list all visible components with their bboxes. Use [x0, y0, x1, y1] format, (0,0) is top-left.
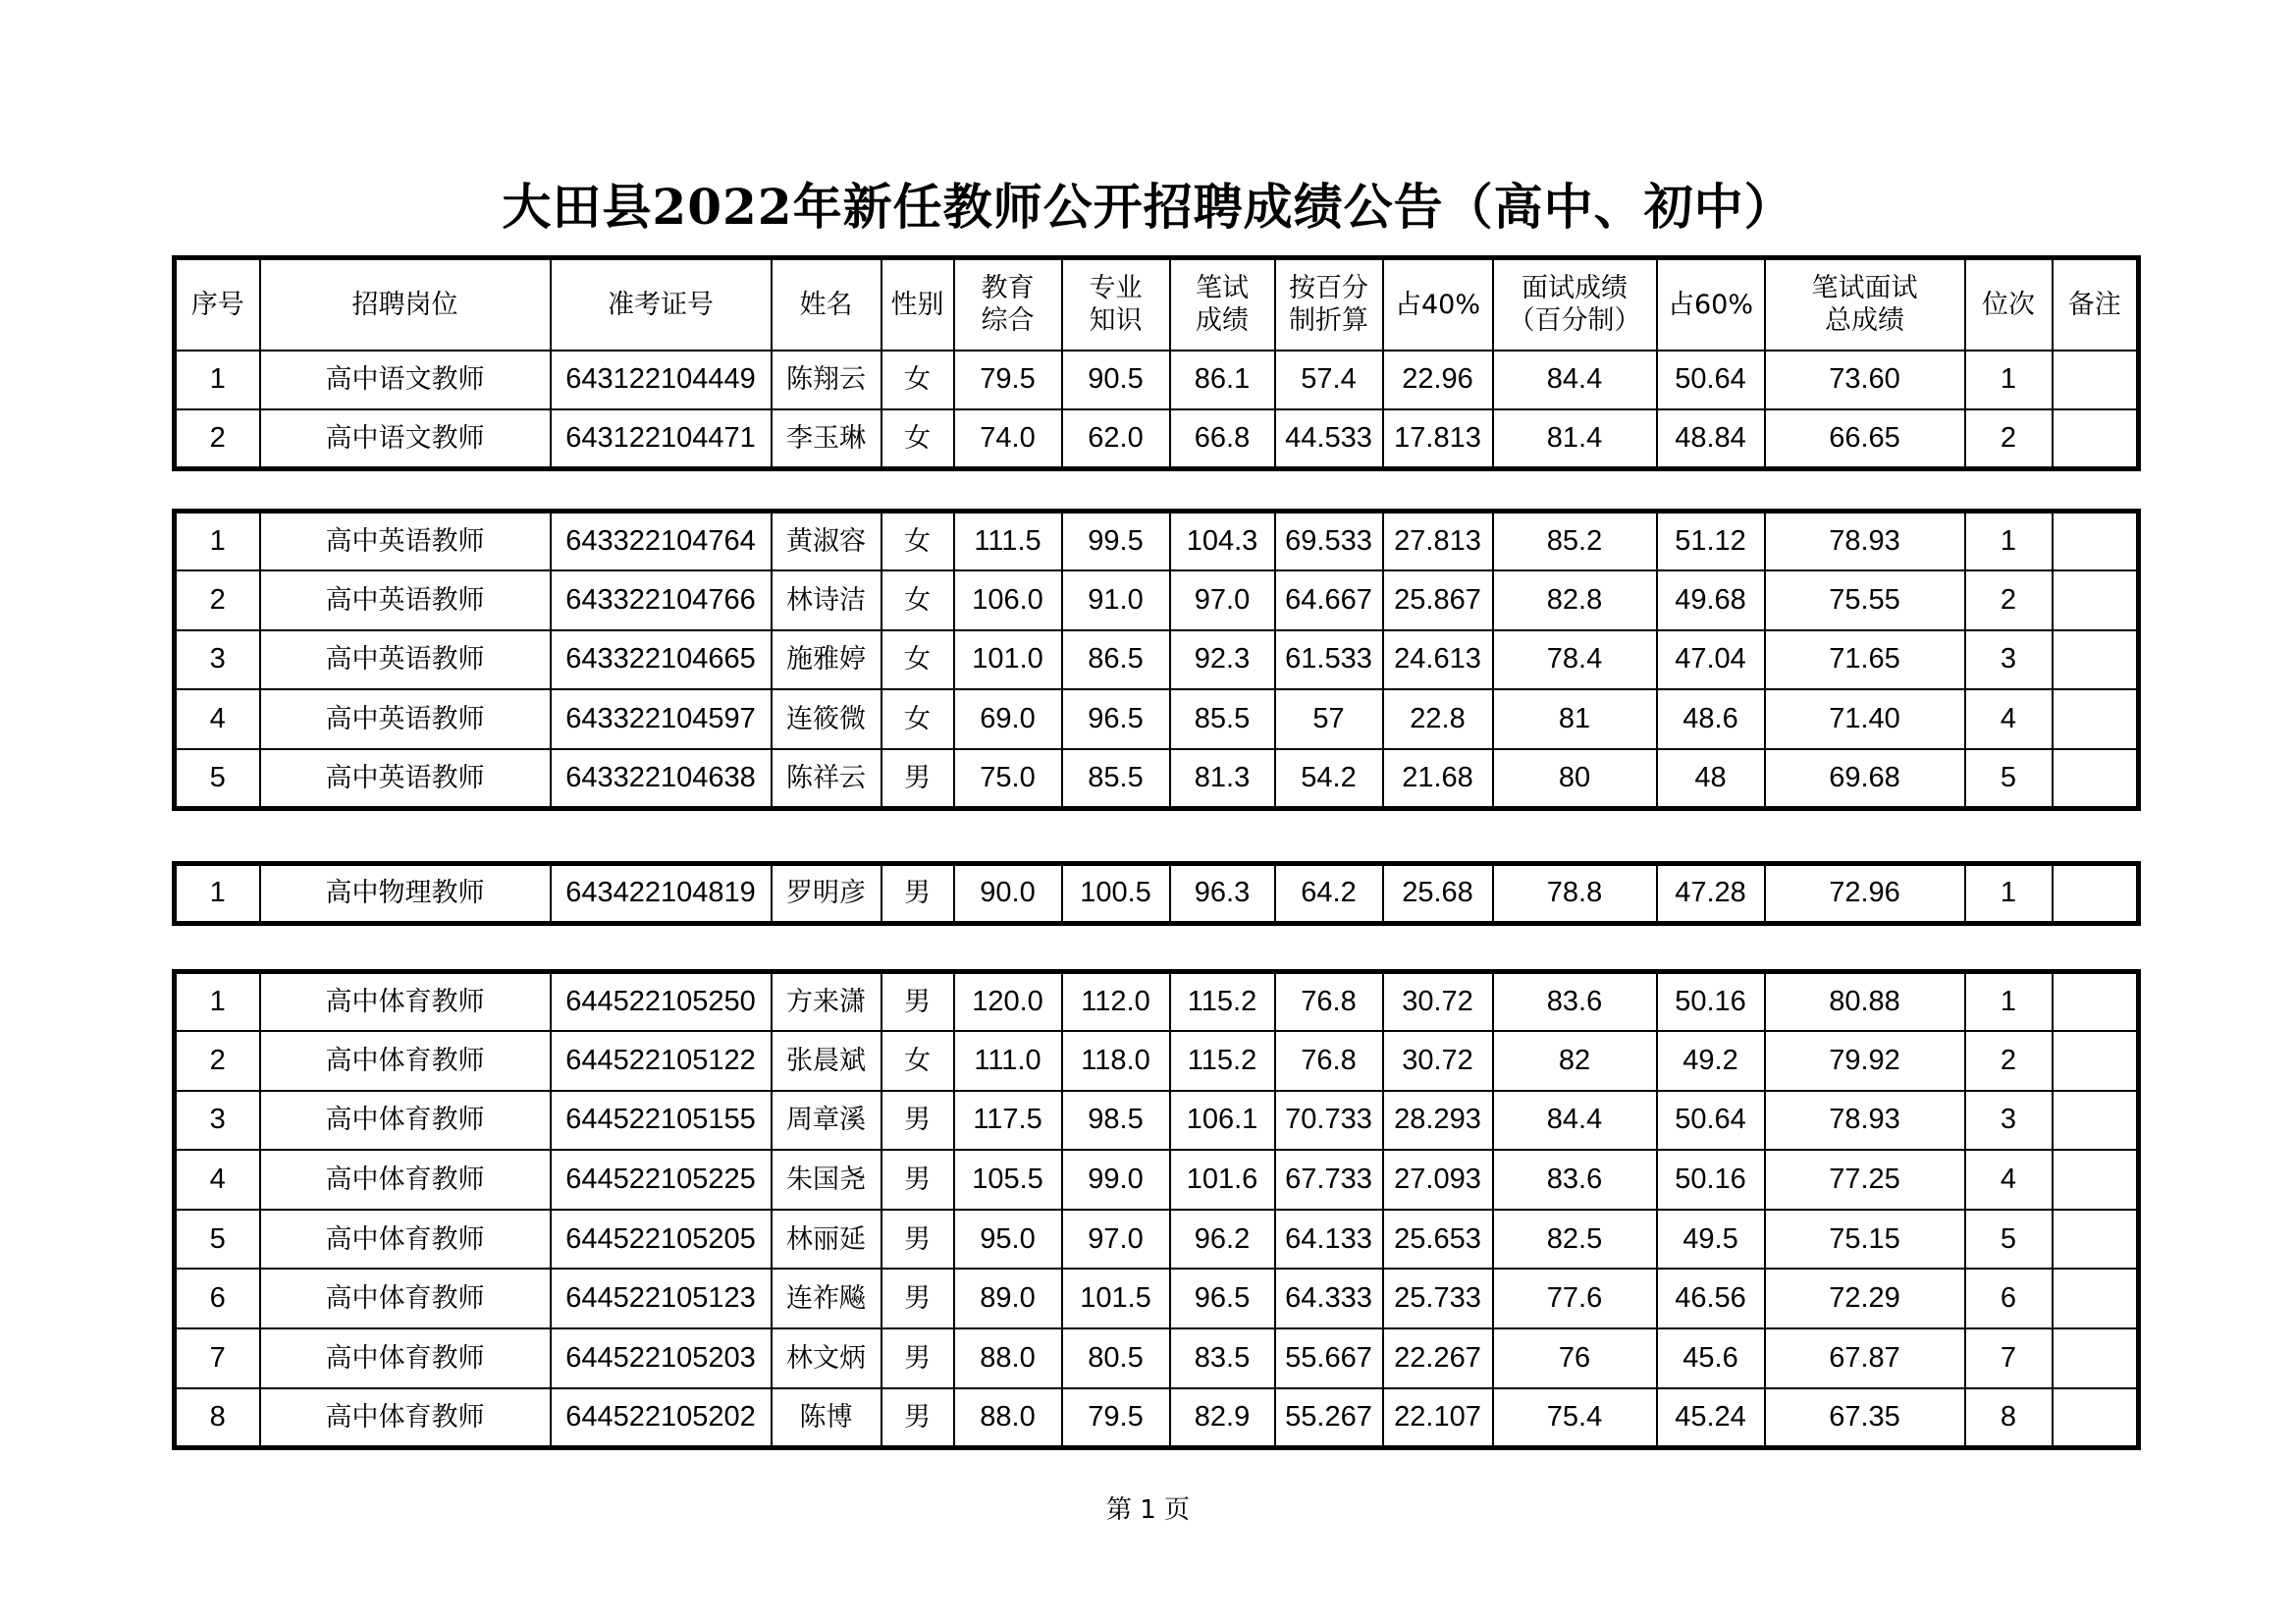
cell-rank: 3	[1965, 1091, 2053, 1151]
table-row	[175, 351, 2139, 410]
cell-total: 78.93	[1765, 512, 1965, 571]
cell-gender: 女	[881, 409, 954, 469]
column-header-interview	[1493, 258, 1657, 351]
column-header-line: 序号	[190, 289, 244, 320]
table-row	[175, 1269, 2139, 1328]
column-header-edu	[954, 258, 1062, 351]
cell-name: 陈翔云	[772, 351, 881, 410]
cell-position: 高中体育教师	[260, 1210, 551, 1270]
cell-gender: 女	[881, 630, 954, 690]
column-header-line: 按百分	[1289, 273, 1368, 304]
cell-rank: 1	[1965, 864, 2053, 924]
cell-major: 91.0	[1062, 570, 1170, 630]
cell-seq: 1	[175, 972, 260, 1032]
cell-total: 73.60	[1765, 351, 1965, 410]
cell-rank: 4	[1965, 689, 2053, 749]
column-header-rank	[1965, 258, 2053, 351]
cell-interview: 81.4	[1493, 409, 1657, 469]
cell-exam_no: 643322104597	[551, 689, 772, 749]
cell-edu: 69.0	[954, 689, 1062, 749]
cell-rank: 3	[1965, 630, 2053, 690]
cell-major: 101.5	[1062, 1269, 1170, 1328]
score-table	[172, 861, 2141, 926]
cell-exam_no: 643322104665	[551, 630, 772, 690]
cell-interview: 78.4	[1493, 630, 1657, 690]
cell-name: 施雅婷	[772, 630, 881, 690]
column-header-line: 笔试面试	[1811, 273, 1918, 304]
column-header-line: （百分制）	[1508, 305, 1641, 337]
cell-name: 陈祥云	[772, 749, 881, 809]
cell-seq: 8	[175, 1388, 260, 1448]
cell-total: 67.87	[1765, 1328, 1965, 1388]
cell-edu: 88.0	[954, 1328, 1062, 1388]
column-header-line: 面试成绩	[1522, 273, 1628, 304]
cell-interview: 84.4	[1493, 1091, 1657, 1151]
cell-edu: 89.0	[954, 1269, 1062, 1328]
cell-gender: 女	[881, 351, 954, 410]
cell-written: 106.1	[1170, 1091, 1275, 1151]
cell-total: 75.15	[1765, 1210, 1965, 1270]
cell-w60: 50.16	[1657, 1150, 1765, 1210]
cell-rank: 4	[1965, 1150, 2053, 1210]
cell-total: 75.55	[1765, 570, 1965, 630]
cell-written: 82.9	[1170, 1388, 1275, 1448]
cell-total: 71.40	[1765, 689, 1965, 749]
cell-interview: 83.6	[1493, 972, 1657, 1032]
cell-position: 高中体育教师	[260, 972, 551, 1032]
cell-gender: 女	[881, 512, 954, 571]
cell-pct: 69.533	[1275, 512, 1383, 571]
cell-w60: 50.64	[1657, 351, 1765, 410]
cell-edu: 111.0	[954, 1031, 1062, 1091]
cell-edu: 74.0	[954, 409, 1062, 469]
column-header-line: 占60%	[1667, 289, 1753, 320]
cell-pct: 76.8	[1275, 972, 1383, 1032]
cell-name: 黄淑容	[772, 512, 881, 571]
cell-edu: 105.5	[954, 1150, 1062, 1210]
table-row	[175, 1031, 2139, 1091]
cell-major: 118.0	[1062, 1031, 1170, 1091]
cell-gender: 女	[881, 570, 954, 630]
cell-w40: 25.867	[1383, 570, 1493, 630]
column-header-exam_no	[551, 258, 772, 351]
cell-remark	[2053, 972, 2139, 1032]
cell-exam_no: 643122104449	[551, 351, 772, 410]
cell-position: 高中体育教师	[260, 1091, 551, 1151]
cell-remark	[2053, 1328, 2139, 1388]
cell-w40: 25.733	[1383, 1269, 1493, 1328]
cell-remark	[2053, 351, 2139, 410]
cell-pct: 55.667	[1275, 1328, 1383, 1388]
cell-remark	[2053, 1269, 2139, 1328]
cell-w40: 22.96	[1383, 351, 1493, 410]
cell-edu: 120.0	[954, 972, 1062, 1032]
table-row	[175, 1150, 2139, 1210]
table-row	[175, 689, 2139, 749]
cell-exam_no: 644522105250	[551, 972, 772, 1032]
column-header-major	[1062, 258, 1170, 351]
cell-major: 79.5	[1062, 1388, 1170, 1448]
cell-position: 高中英语教师	[260, 570, 551, 630]
cell-pct: 64.2	[1275, 864, 1383, 924]
cell-pct: 67.733	[1275, 1150, 1383, 1210]
cell-name: 方来潇	[772, 972, 881, 1032]
page-number: 第 1 页	[1105, 1495, 1191, 1525]
cell-written: 96.5	[1170, 1269, 1275, 1328]
table-row	[175, 749, 2139, 809]
cell-w40: 21.68	[1383, 749, 1493, 809]
cell-remark	[2053, 1210, 2139, 1270]
cell-w60: 50.16	[1657, 972, 1765, 1032]
cell-position: 高中体育教师	[260, 1031, 551, 1091]
cell-gender: 男	[881, 749, 954, 809]
cell-total: 77.25	[1765, 1150, 1965, 1210]
cell-pct: 57	[1275, 689, 1383, 749]
cell-w60: 49.68	[1657, 570, 1765, 630]
cell-total: 69.68	[1765, 749, 1965, 809]
cell-rank: 5	[1965, 1210, 2053, 1270]
column-header-remark	[2053, 258, 2139, 351]
cell-edu: 101.0	[954, 630, 1062, 690]
column-header-gender	[881, 258, 954, 351]
cell-rank: 2	[1965, 1031, 2053, 1091]
cell-written: 83.5	[1170, 1328, 1275, 1388]
cell-rank: 7	[1965, 1328, 2053, 1388]
column-header-line: 备注	[2067, 289, 2121, 320]
cell-remark	[2053, 570, 2139, 630]
cell-interview: 82.5	[1493, 1210, 1657, 1270]
cell-written: 115.2	[1170, 1031, 1275, 1091]
cell-w60: 49.5	[1657, 1210, 1765, 1270]
cell-w60: 51.12	[1657, 512, 1765, 571]
cell-name: 林文炳	[772, 1328, 881, 1388]
cell-remark	[2053, 864, 2139, 924]
column-header-line: 专业	[1089, 273, 1143, 304]
cell-w40: 17.813	[1383, 409, 1493, 469]
cell-interview: 84.4	[1493, 351, 1657, 410]
cell-position: 高中英语教师	[260, 749, 551, 809]
cell-major: 86.5	[1062, 630, 1170, 690]
cell-seq: 2	[175, 1031, 260, 1091]
cell-interview: 77.6	[1493, 1269, 1657, 1328]
cell-gender: 男	[881, 1269, 954, 1328]
cell-major: 85.5	[1062, 749, 1170, 809]
cell-name: 朱国尧	[772, 1150, 881, 1210]
cell-major: 96.5	[1062, 689, 1170, 749]
cell-rank: 2	[1965, 409, 2053, 469]
column-header-written	[1170, 258, 1275, 351]
cell-exam_no: 643322104766	[551, 570, 772, 630]
cell-edu: 88.0	[954, 1388, 1062, 1448]
cell-interview: 83.6	[1493, 1150, 1657, 1210]
cell-pct: 54.2	[1275, 749, 1383, 809]
cell-total: 72.96	[1765, 864, 1965, 924]
table-row	[175, 1091, 2139, 1151]
column-header-seq	[175, 258, 260, 351]
cell-interview: 76	[1493, 1328, 1657, 1388]
cell-position: 高中语文教师	[260, 409, 551, 469]
cell-remark	[2053, 749, 2139, 809]
column-header-line: 姓名	[799, 289, 853, 320]
cell-position: 高中英语教师	[260, 630, 551, 690]
cell-major: 100.5	[1062, 864, 1170, 924]
cell-total: 78.93	[1765, 1091, 1965, 1151]
cell-name: 连祚飚	[772, 1269, 881, 1328]
cell-written: 96.2	[1170, 1210, 1275, 1270]
cell-pct: 44.533	[1275, 409, 1383, 469]
cell-name: 周章溪	[772, 1091, 881, 1151]
cell-exam_no: 643422104819	[551, 864, 772, 924]
cell-name: 林诗洁	[772, 570, 881, 630]
header-row	[175, 258, 2139, 351]
cell-w60: 47.04	[1657, 630, 1765, 690]
cell-seq: 3	[175, 630, 260, 690]
column-header-line: 综合	[981, 305, 1035, 337]
cell-name: 李玉琳	[772, 409, 881, 469]
cell-major: 80.5	[1062, 1328, 1170, 1388]
page-title: 大田县2022年新任教师公开招聘成绩公告（高中、初中）	[502, 178, 1794, 236]
cell-total: 72.29	[1765, 1269, 1965, 1328]
cell-gender: 男	[881, 972, 954, 1032]
cell-exam_no: 644522105122	[551, 1031, 772, 1091]
column-header-name	[772, 258, 881, 351]
cell-w40: 27.813	[1383, 512, 1493, 571]
cell-w40: 30.72	[1383, 972, 1493, 1032]
cell-total: 80.88	[1765, 972, 1965, 1032]
column-header-line: 位次	[1982, 289, 2035, 320]
cell-exam_no: 644522105155	[551, 1091, 772, 1151]
column-header-line: 准考证号	[608, 289, 714, 320]
cell-edu: 75.0	[954, 749, 1062, 809]
cell-w60: 50.64	[1657, 1091, 1765, 1151]
cell-seq: 4	[175, 689, 260, 749]
cell-edu: 95.0	[954, 1210, 1062, 1270]
cell-pct: 55.267	[1275, 1388, 1383, 1448]
cell-seq: 3	[175, 1091, 260, 1151]
cell-written: 66.8	[1170, 409, 1275, 469]
cell-gender: 男	[881, 1150, 954, 1210]
cell-gender: 女	[881, 689, 954, 749]
cell-gender: 男	[881, 1388, 954, 1448]
cell-major: 99.5	[1062, 512, 1170, 571]
cell-interview: 85.2	[1493, 512, 1657, 571]
cell-written: 101.6	[1170, 1150, 1275, 1210]
cell-exam_no: 644522105205	[551, 1210, 772, 1270]
cell-edu: 111.5	[954, 512, 1062, 571]
cell-w60: 45.6	[1657, 1328, 1765, 1388]
cell-gender: 男	[881, 1091, 954, 1151]
cell-major: 98.5	[1062, 1091, 1170, 1151]
cell-major: 112.0	[1062, 972, 1170, 1032]
cell-rank: 5	[1965, 749, 2053, 809]
cell-remark	[2053, 1091, 2139, 1151]
cell-name: 张晨斌	[772, 1031, 881, 1091]
cell-w60: 48	[1657, 749, 1765, 809]
cell-w40: 25.68	[1383, 864, 1493, 924]
cell-pct: 76.8	[1275, 1031, 1383, 1091]
cell-gender: 男	[881, 1328, 954, 1388]
cell-edu: 106.0	[954, 570, 1062, 630]
table-row	[175, 864, 2139, 924]
column-header-line: 知识	[1089, 305, 1143, 337]
cell-interview: 78.8	[1493, 864, 1657, 924]
cell-seq: 5	[175, 1210, 260, 1270]
cell-exam_no: 643322104638	[551, 749, 772, 809]
cell-rank: 1	[1965, 351, 2053, 410]
column-header-total	[1765, 258, 1965, 351]
cell-w40: 25.653	[1383, 1210, 1493, 1270]
cell-remark	[2053, 1388, 2139, 1448]
cell-seq: 4	[175, 1150, 260, 1210]
cell-rank: 6	[1965, 1269, 2053, 1328]
cell-w60: 48.6	[1657, 689, 1765, 749]
cell-interview: 75.4	[1493, 1388, 1657, 1448]
cell-remark	[2053, 1031, 2139, 1091]
cell-remark	[2053, 512, 2139, 571]
column-header-line: 制折算	[1289, 305, 1368, 337]
column-header-line: 成绩	[1196, 305, 1249, 337]
cell-seq: 2	[175, 409, 260, 469]
cell-major: 62.0	[1062, 409, 1170, 469]
table-row	[175, 512, 2139, 571]
cell-pct: 64.667	[1275, 570, 1383, 630]
cell-pct: 70.733	[1275, 1091, 1383, 1151]
table-row	[175, 1210, 2139, 1270]
column-header-pct	[1275, 258, 1383, 351]
cell-total: 71.65	[1765, 630, 1965, 690]
cell-w40: 28.293	[1383, 1091, 1493, 1151]
cell-pct: 64.333	[1275, 1269, 1383, 1328]
cell-total: 79.92	[1765, 1031, 1965, 1091]
cell-written: 81.3	[1170, 749, 1275, 809]
cell-total: 66.65	[1765, 409, 1965, 469]
table-row	[175, 1328, 2139, 1388]
cell-exam_no: 643122104471	[551, 409, 772, 469]
cell-exam_no: 644522105123	[551, 1269, 772, 1328]
cell-seq: 1	[175, 351, 260, 410]
cell-position: 高中语文教师	[260, 351, 551, 410]
cell-gender: 男	[881, 1210, 954, 1270]
table-row	[175, 570, 2139, 630]
cell-major: 90.5	[1062, 351, 1170, 410]
cell-interview: 80	[1493, 749, 1657, 809]
cell-seq: 5	[175, 749, 260, 809]
cell-written: 97.0	[1170, 570, 1275, 630]
column-header-line: 招聘岗位	[351, 289, 458, 320]
cell-name: 罗明彦	[772, 864, 881, 924]
cell-written: 96.3	[1170, 864, 1275, 924]
cell-exam_no: 643322104764	[551, 512, 772, 571]
cell-rank: 8	[1965, 1388, 2053, 1448]
cell-position: 高中体育教师	[260, 1328, 551, 1388]
column-header-w40	[1383, 258, 1493, 351]
cell-seq: 6	[175, 1269, 260, 1328]
cell-w40: 22.8	[1383, 689, 1493, 749]
cell-name: 连筱微	[772, 689, 881, 749]
cell-w60: 46.56	[1657, 1269, 1765, 1328]
column-header-line: 性别	[890, 289, 944, 320]
cell-position: 高中体育教师	[260, 1388, 551, 1448]
cell-total: 67.35	[1765, 1388, 1965, 1448]
cell-rank: 1	[1965, 512, 2053, 571]
cell-w40: 27.093	[1383, 1150, 1493, 1210]
cell-exam_no: 644522105202	[551, 1388, 772, 1448]
cell-rank: 2	[1965, 570, 2053, 630]
cell-position: 高中体育教师	[260, 1150, 551, 1210]
cell-pct: 57.4	[1275, 351, 1383, 410]
cell-w60: 47.28	[1657, 864, 1765, 924]
cell-gender: 女	[881, 1031, 954, 1091]
cell-gender: 男	[881, 864, 954, 924]
cell-rank: 1	[1965, 972, 2053, 1032]
cell-w40: 22.267	[1383, 1328, 1493, 1388]
cell-interview: 82	[1493, 1031, 1657, 1091]
cell-interview: 81	[1493, 689, 1657, 749]
cell-written: 86.1	[1170, 351, 1275, 410]
cell-edu: 79.5	[954, 351, 1062, 410]
cell-remark	[2053, 1150, 2139, 1210]
cell-remark	[2053, 409, 2139, 469]
cell-pct: 64.133	[1275, 1210, 1383, 1270]
cell-seq: 1	[175, 512, 260, 571]
cell-name: 陈博	[772, 1388, 881, 1448]
cell-remark	[2053, 689, 2139, 749]
table-row	[175, 630, 2139, 690]
column-header-position	[260, 258, 551, 351]
cell-w60: 45.24	[1657, 1388, 1765, 1448]
cell-edu: 90.0	[954, 864, 1062, 924]
column-header-line: 教育	[981, 273, 1035, 304]
cell-w60: 48.84	[1657, 409, 1765, 469]
cell-edu: 117.5	[954, 1091, 1062, 1151]
cell-major: 99.0	[1062, 1150, 1170, 1210]
column-header-line: 占40%	[1394, 289, 1480, 320]
cell-name: 林丽延	[772, 1210, 881, 1270]
cell-interview: 82.8	[1493, 570, 1657, 630]
cell-w60: 49.2	[1657, 1031, 1765, 1091]
cell-w40: 24.613	[1383, 630, 1493, 690]
table-row	[175, 409, 2139, 469]
cell-exam_no: 644522105203	[551, 1328, 772, 1388]
cell-exam_no: 644522105225	[551, 1150, 772, 1210]
cell-w40: 30.72	[1383, 1031, 1493, 1091]
cell-remark	[2053, 630, 2139, 690]
table-row	[175, 972, 2139, 1032]
cell-position: 高中物理教师	[260, 864, 551, 924]
cell-w40: 22.107	[1383, 1388, 1493, 1448]
cell-written: 104.3	[1170, 512, 1275, 571]
table-row	[175, 1388, 2139, 1448]
column-header-line: 总成绩	[1825, 305, 1904, 337]
cell-seq: 2	[175, 570, 260, 630]
column-header-line: 笔试	[1196, 273, 1249, 304]
score-table	[172, 969, 2141, 1450]
score-table	[172, 255, 2141, 471]
cell-position: 高中英语教师	[260, 689, 551, 749]
cell-position: 高中体育教师	[260, 1269, 551, 1328]
score-table	[172, 509, 2141, 811]
cell-written: 115.2	[1170, 972, 1275, 1032]
column-header-w60	[1657, 258, 1765, 351]
cell-seq: 1	[175, 864, 260, 924]
cell-written: 85.5	[1170, 689, 1275, 749]
cell-pct: 61.533	[1275, 630, 1383, 690]
cell-major: 97.0	[1062, 1210, 1170, 1270]
cell-seq: 7	[175, 1328, 260, 1388]
cell-position: 高中英语教师	[260, 512, 551, 571]
cell-written: 92.3	[1170, 630, 1275, 690]
